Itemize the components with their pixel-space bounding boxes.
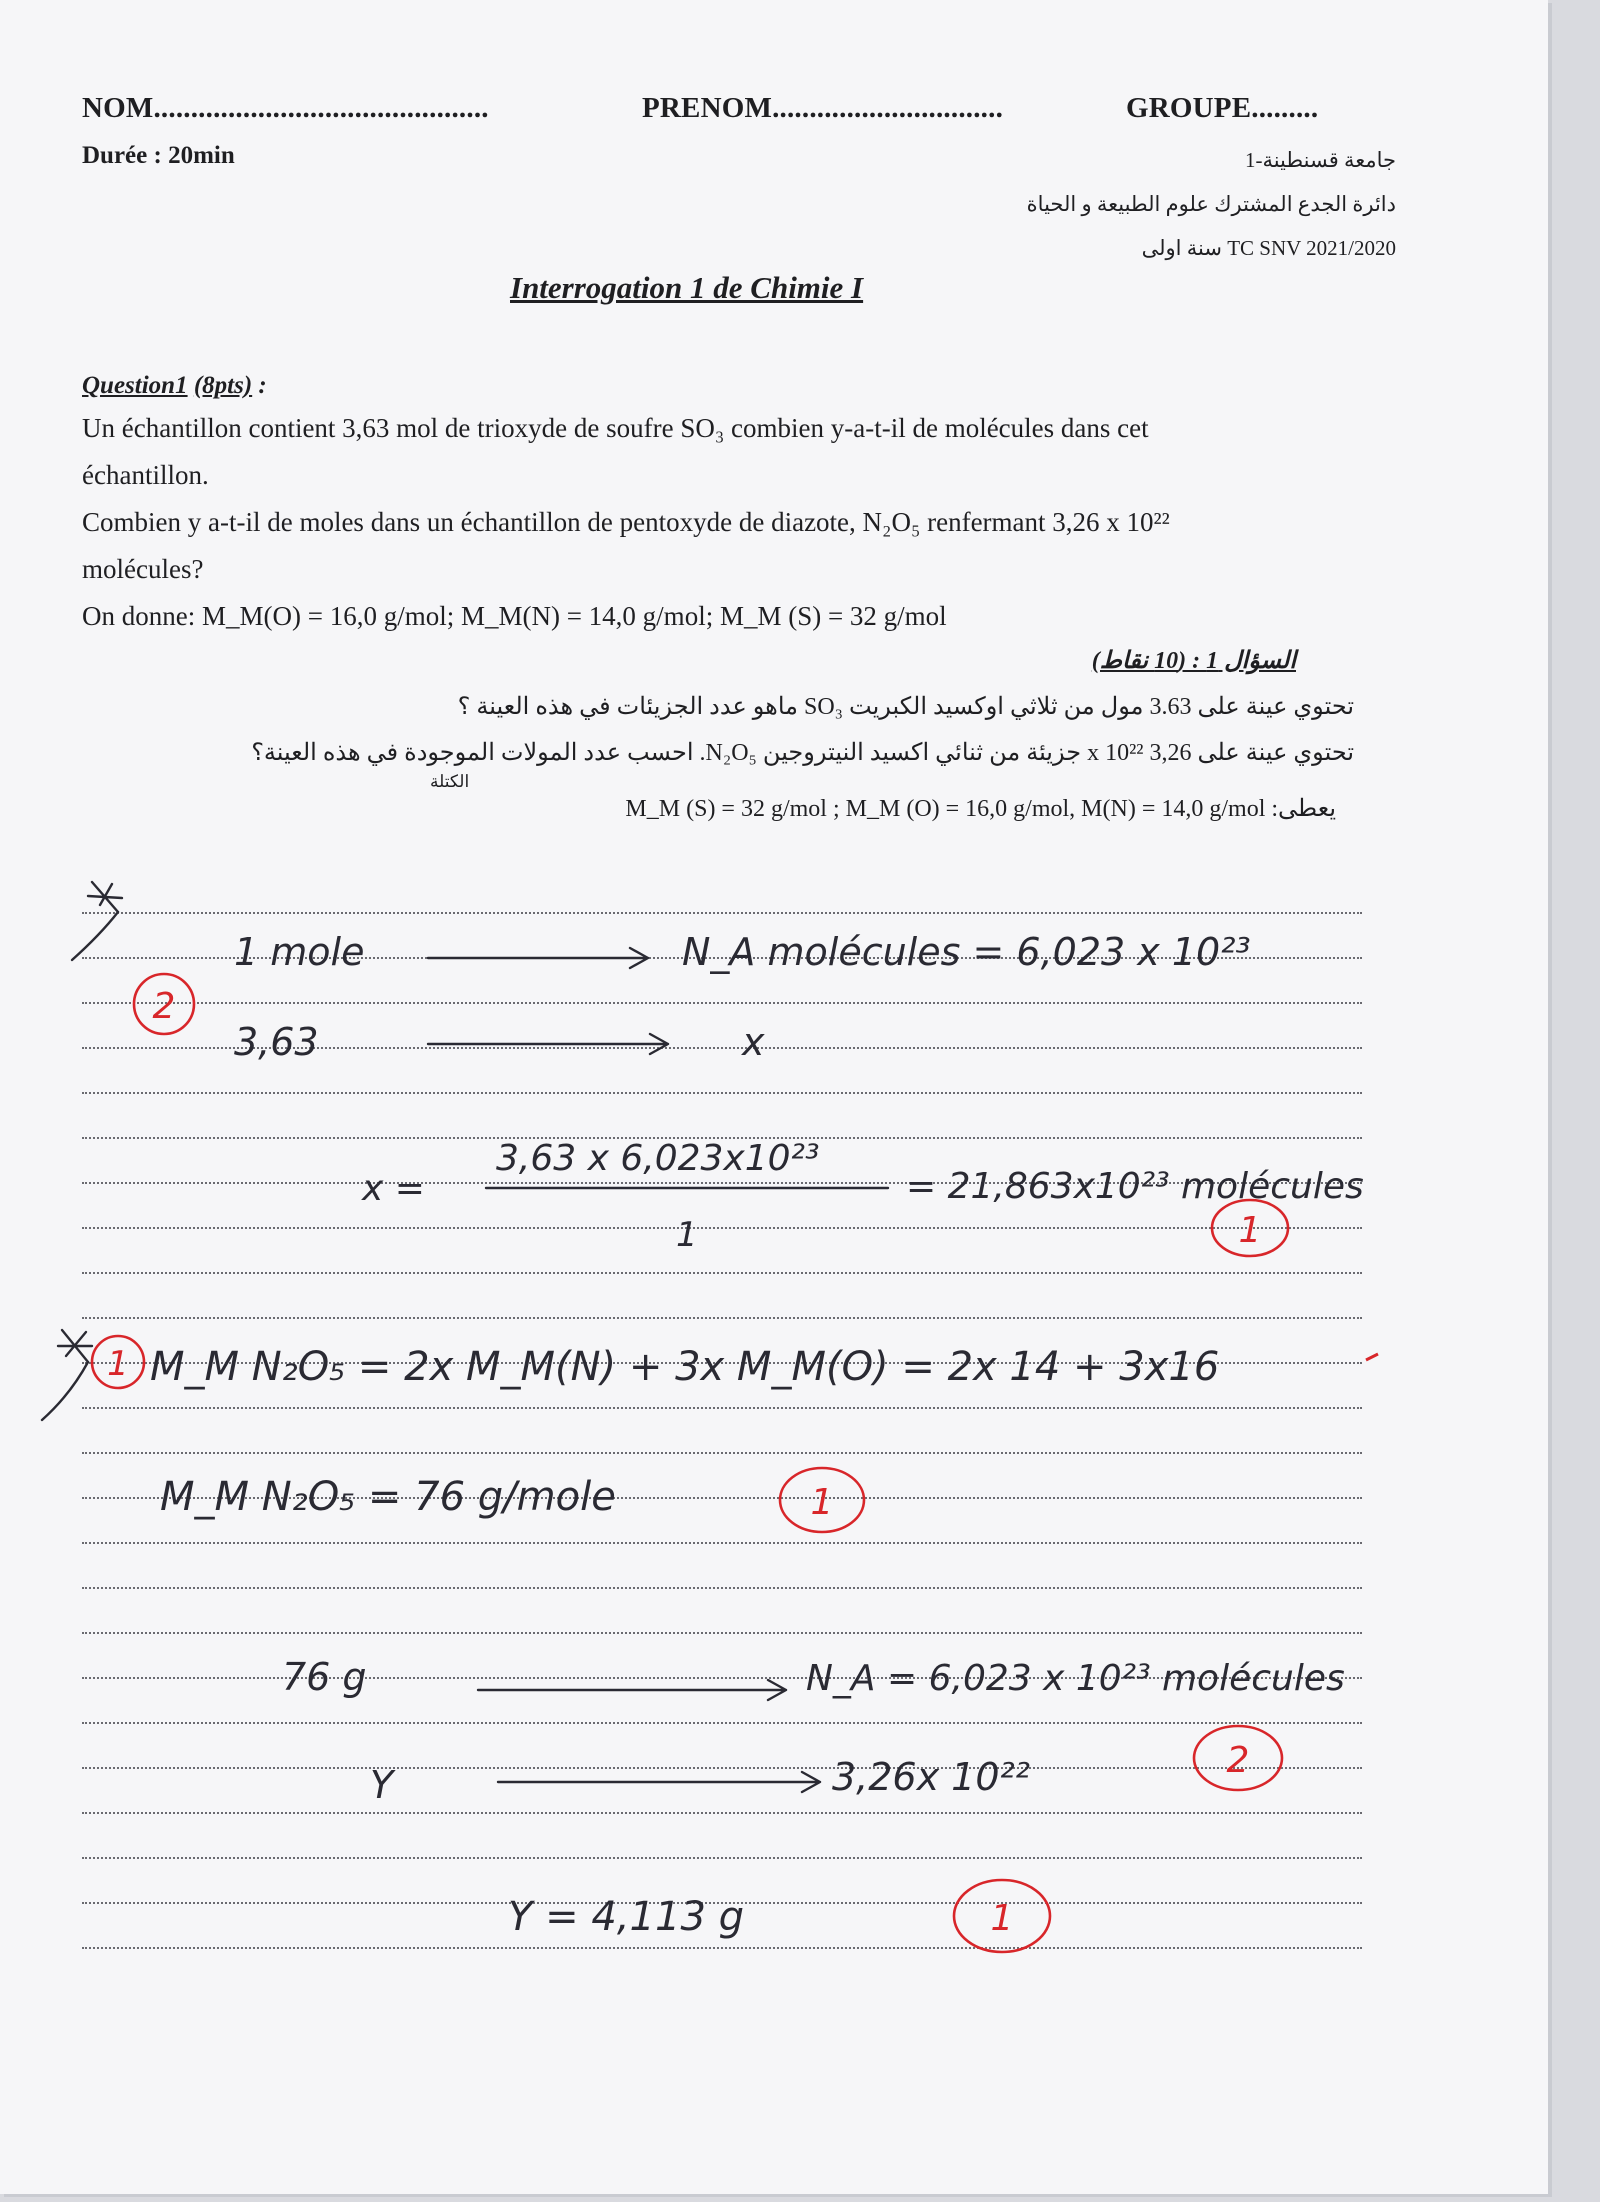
grade-mark-3 <box>92 1336 144 1388</box>
department-name: دائرة الجدع المشترك علوم الطبيعة و الحياة <box>1026 192 1396 216</box>
question-colon: : <box>252 372 267 399</box>
hw-line5: M_M N₂O₅ = 76 g/mole <box>160 1474 616 1520</box>
arrow-icon <box>498 1772 820 1792</box>
hw-line3-result: = 21,863x10²³ molécules <box>906 1166 1364 1207</box>
arabic-question-line-2: تحتوي عينة على 3,26 x 10²² جزيئة من ثنائي اكسيد النيتروجين N₂O₅. احسب عدد المولات الموجودة في هذه العينة؟ <box>251 740 1354 766</box>
star-mark-1 <box>72 882 122 960</box>
university-name: جامعة قسنطينة-1 <box>1244 148 1396 172</box>
hw-line6-right: N_A = 6,023 x 10²³ molécules <box>806 1658 1345 1699</box>
hw-line8: Y = 4,113 g <box>508 1894 744 1940</box>
grade-mark-1 <box>134 974 194 1034</box>
svg-text:1: 1 <box>1238 1210 1262 1251</box>
question-line-5: On donne: M_M(O) = 16,0 g/mol; M_M(N) = 14,0 g/mol; M_M (S) = 32 g/mol <box>82 601 947 631</box>
arabic-question-line-3: يعطى: M_M (S) = 32 g/mol ; M_M (O) = 16,0 g/mol, M(N) = 14,0 g/mol <box>625 796 1336 822</box>
question-number: Question1 <box>82 372 188 399</box>
arabic-question-line-1: تحتوي عينة على 3.63 مول من ثلاثي اوكسيد الكبريت SO₃ ماهو عدد الجزيئات في هذه العينة ؟ <box>457 694 1354 720</box>
question-line-4: molécules? <box>82 554 204 584</box>
hw-line2-right: x <box>742 1020 765 1064</box>
academic-year: TC SNV 2021/2020 سنة اولى <box>1141 236 1396 260</box>
svg-text:1: 1 <box>990 1898 1014 1939</box>
hw-line7-right: 3,26x 10²² <box>832 1755 1030 1799</box>
svg-text:1: 1 <box>810 1482 834 1523</box>
svg-text:2: 2 <box>152 986 176 1027</box>
hw-line1-left: 1 mole <box>234 930 365 974</box>
question-line-3: Combien y a-t-il de moles dans un échantillon de pentoxyde de diazote, N₂O₅ renfermant 3,26 x 10²² <box>82 507 1170 537</box>
hw-line1-right: N_A molécules = 6,023 x 10²³ <box>682 930 1251 974</box>
question-points: (8pts) <box>193 372 253 399</box>
grade-mark-2 <box>1212 1200 1288 1256</box>
arrow-icon <box>428 1034 668 1054</box>
star-mark-2 <box>42 1330 92 1420</box>
grade-mark-4 <box>780 1468 864 1532</box>
arrow-icon <box>478 1680 786 1700</box>
hw-line4: M_M N₂O₅ = 2x M_M(N) + 3x M_M(O) = 2x 14 + 3x16 <box>150 1344 1220 1390</box>
svg-text:1: 1 <box>107 1344 129 1384</box>
hw-line2-left: 3,63 <box>234 1020 319 1064</box>
arabic-correction-note: الكتلة <box>430 772 470 791</box>
page-title: Interrogation 1 de Chimie I <box>510 270 864 305</box>
nom-field: NOM............................................. <box>82 92 489 124</box>
hw-line3-numerator: 3,63 x 6,023x10²³ <box>496 1138 820 1179</box>
svg-text:2: 2 <box>1226 1740 1250 1781</box>
hw-line3-x: x = <box>362 1168 425 1209</box>
duration-label: Durée : 20min <box>82 142 235 169</box>
grade-mark-5 <box>1194 1726 1282 1790</box>
prenom-field: PRENOM............................... <box>642 92 1004 124</box>
question-line-2: échantillon. <box>82 460 209 490</box>
grade-mark-6 <box>954 1880 1050 1952</box>
groupe-field: GROUPE......... <box>1126 92 1319 124</box>
hw-line7-left: Y <box>370 1763 394 1807</box>
question-line-1: Un échantillon contient 3,63 mol de trioxyde de soufre SO₃ combien y-a-t-il de molécules dans cet <box>82 413 1149 443</box>
arrow-icon <box>428 948 648 968</box>
hw-line6-left: 76 g <box>282 1655 367 1699</box>
arabic-question-label: السؤال 1 : (10 نقاط) <box>1091 648 1296 674</box>
hw-line3-denominator: 1 <box>676 1215 698 1255</box>
